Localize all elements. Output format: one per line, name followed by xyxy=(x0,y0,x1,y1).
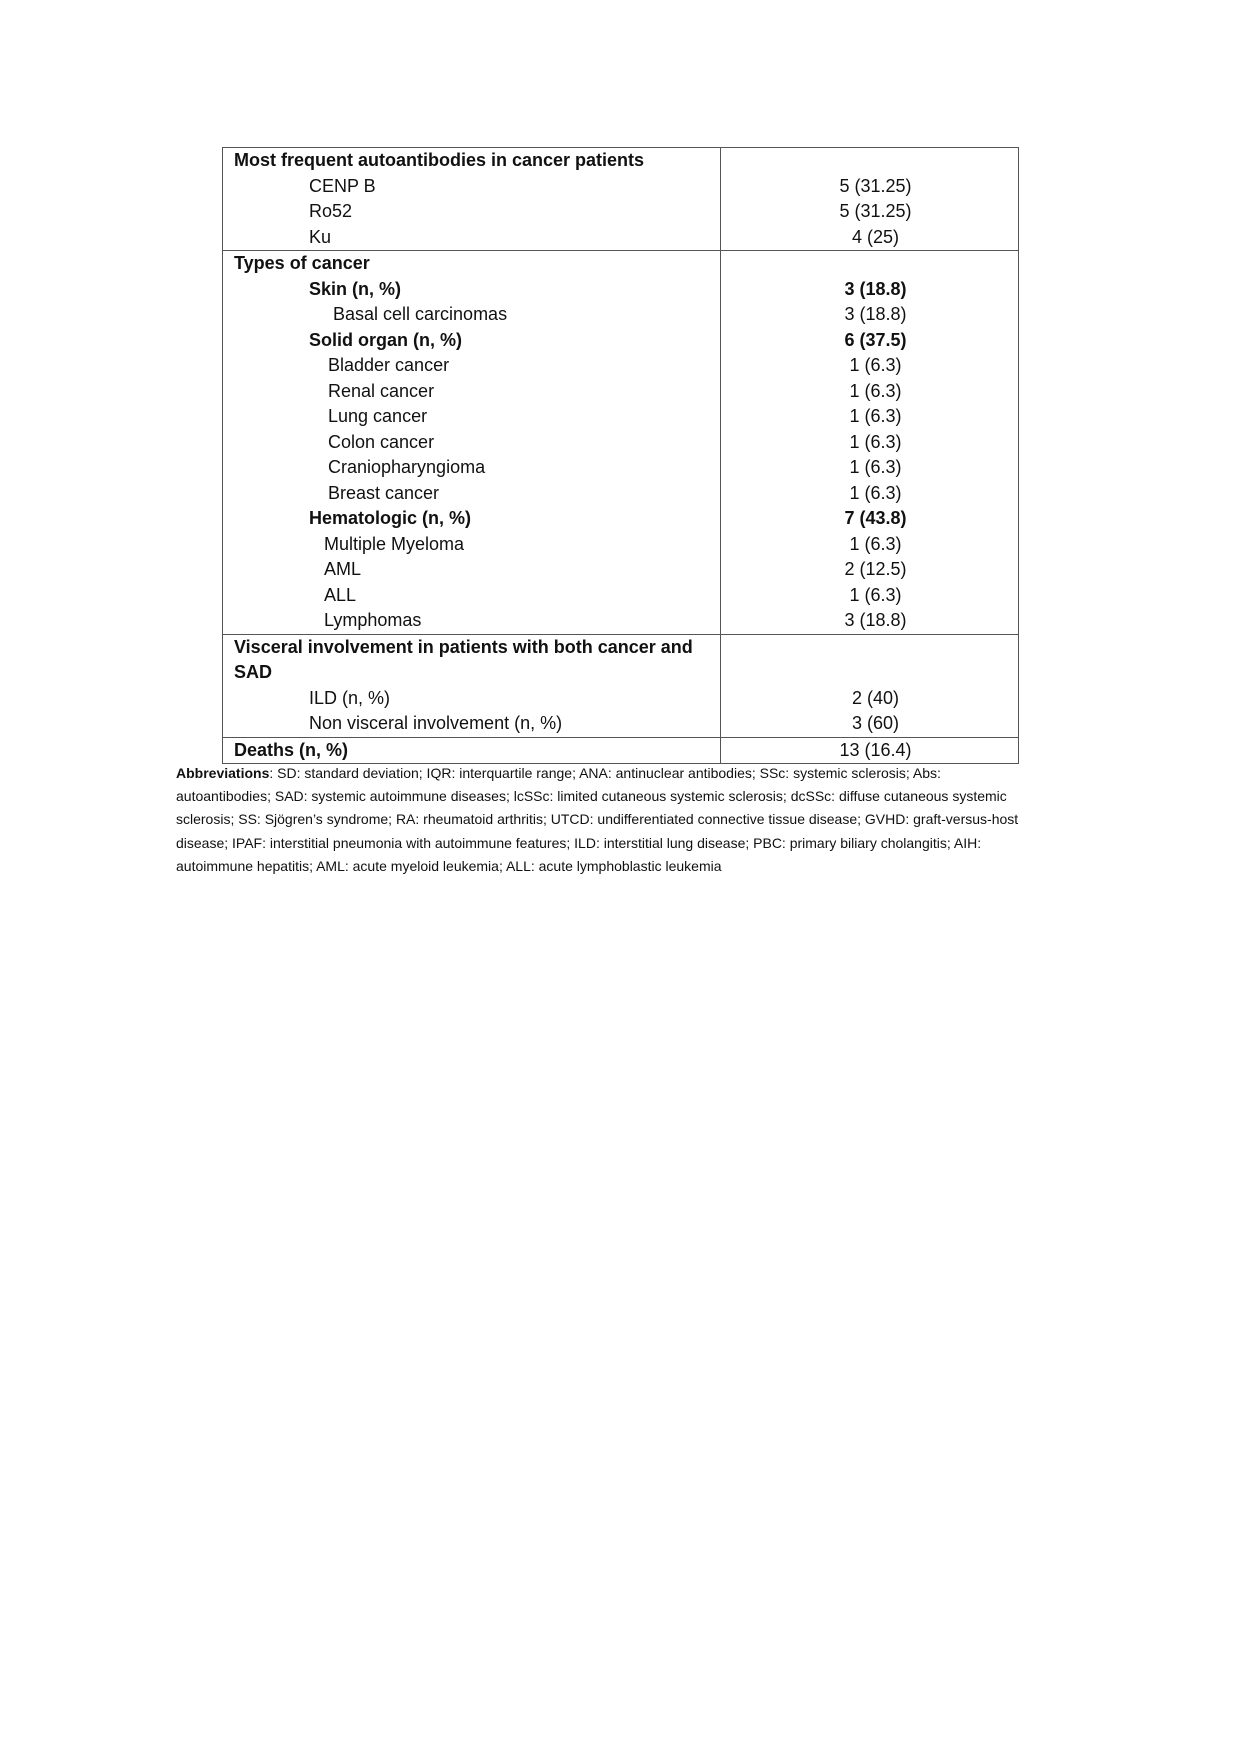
row-value: 4 (25) xyxy=(721,225,1019,251)
abbreviations-label: Abbreviations xyxy=(176,765,270,781)
row-label: Lymphomas xyxy=(223,608,721,634)
table-row xyxy=(223,328,1019,354)
row-label: Multiple Myeloma xyxy=(223,532,721,558)
section-header-row xyxy=(223,737,1019,764)
table-row xyxy=(223,557,1019,583)
table-row xyxy=(223,711,1019,737)
table-row xyxy=(223,506,1019,532)
row-label: Lung cancer xyxy=(223,404,721,430)
row-value: 5 (31.25) xyxy=(721,174,1019,200)
table-row xyxy=(223,481,1019,507)
row-label: Breast cancer xyxy=(223,481,721,507)
row-label: Bladder cancer xyxy=(223,353,721,379)
table-row xyxy=(223,532,1019,558)
table-row xyxy=(223,302,1019,328)
row-value: 6 (37.5) xyxy=(721,328,1019,354)
row-value: 1 (6.3) xyxy=(721,481,1019,507)
row-value: 2 (12.5) xyxy=(721,557,1019,583)
row-label: Ku xyxy=(223,225,721,251)
row-value: 1 (6.3) xyxy=(721,583,1019,609)
table-row xyxy=(223,199,1019,225)
table-row xyxy=(223,404,1019,430)
row-label: AML xyxy=(223,557,721,583)
row-value: 7 (43.8) xyxy=(721,506,1019,532)
section-header-label: Types of cancer xyxy=(223,251,721,277)
section-header-row xyxy=(223,634,1019,686)
row-value: 1 (6.3) xyxy=(721,404,1019,430)
table-row xyxy=(223,225,1019,251)
section-header-row xyxy=(223,148,1019,174)
results-table xyxy=(222,147,1019,764)
row-value: 3 (18.8) xyxy=(721,302,1019,328)
table-row xyxy=(223,608,1019,634)
table-row xyxy=(223,583,1019,609)
table-row xyxy=(223,686,1019,712)
row-value: 3 (18.8) xyxy=(721,608,1019,634)
row-label: Colon cancer xyxy=(223,430,721,456)
table-row xyxy=(223,455,1019,481)
table-row xyxy=(223,353,1019,379)
abbreviations-text: : SD: standard deviation; IQR: interquartile range; ANA: antinuclear antibodies; SSc: systemic sclerosis; Abs: autoantibodies; SAD: systemic autoimmune diseases; lcSSc: limited cutaneous systemic sclerosis; dcSSc: diffuse cutaneous systemic sclerosis; SS: Sjögren’s syndrome; RA: rheumatoid arthritis; UTCD: undifferentiated connective tissue disease; GVHD: graft-versus-host disease; IPAF: interstitial pneumonia with autoimmune features; ILD: interstitial lung disease; PBC: primary biliary cholangitis; AIH: autoimmune hepatitis; AML: acute myeloid leukemia; ALL: acute lymphoblastic leukemia xyxy=(176,765,1019,874)
abbreviations-footnote xyxy=(176,762,1036,878)
table-row xyxy=(223,430,1019,456)
row-label: CENP B xyxy=(223,174,721,200)
row-value: 1 (6.3) xyxy=(721,353,1019,379)
row-value: 5 (31.25) xyxy=(721,199,1019,225)
row-label: Solid organ (n, %) xyxy=(223,328,721,354)
row-label: ALL xyxy=(223,583,721,609)
row-value: 3 (18.8) xyxy=(721,277,1019,303)
row-label: Basal cell carcinomas xyxy=(223,302,721,328)
row-value: 1 (6.3) xyxy=(721,430,1019,456)
row-value: 1 (6.3) xyxy=(721,379,1019,405)
row-label: ILD (n, %) xyxy=(223,686,721,712)
section-header-value xyxy=(721,634,1019,686)
section-header-value: 13 (16.4) xyxy=(721,737,1019,764)
table-row xyxy=(223,379,1019,405)
row-label: Skin (n, %) xyxy=(223,277,721,303)
section-header-value xyxy=(721,148,1019,174)
row-label: Non visceral involvement (n, %) xyxy=(223,711,721,737)
row-label: Hematologic (n, %) xyxy=(223,506,721,532)
table-row xyxy=(223,174,1019,200)
section-header-value xyxy=(721,251,1019,277)
row-label: Ro52 xyxy=(223,199,721,225)
section-header-row xyxy=(223,251,1019,277)
section-header-label: Visceral involvement in patients with both cancer and SAD xyxy=(223,634,721,686)
row-value: 1 (6.3) xyxy=(721,532,1019,558)
section-header-label: Most frequent autoantibodies in cancer patients xyxy=(223,148,721,174)
row-value: 1 (6.3) xyxy=(721,455,1019,481)
row-value: 3 (60) xyxy=(721,711,1019,737)
row-label: Craniopharyngioma xyxy=(223,455,721,481)
results-table-body xyxy=(223,148,1019,764)
table-row xyxy=(223,277,1019,303)
section-header-label: Deaths (n, %) xyxy=(223,737,721,764)
row-label: Renal cancer xyxy=(223,379,721,405)
row-value: 2 (40) xyxy=(721,686,1019,712)
